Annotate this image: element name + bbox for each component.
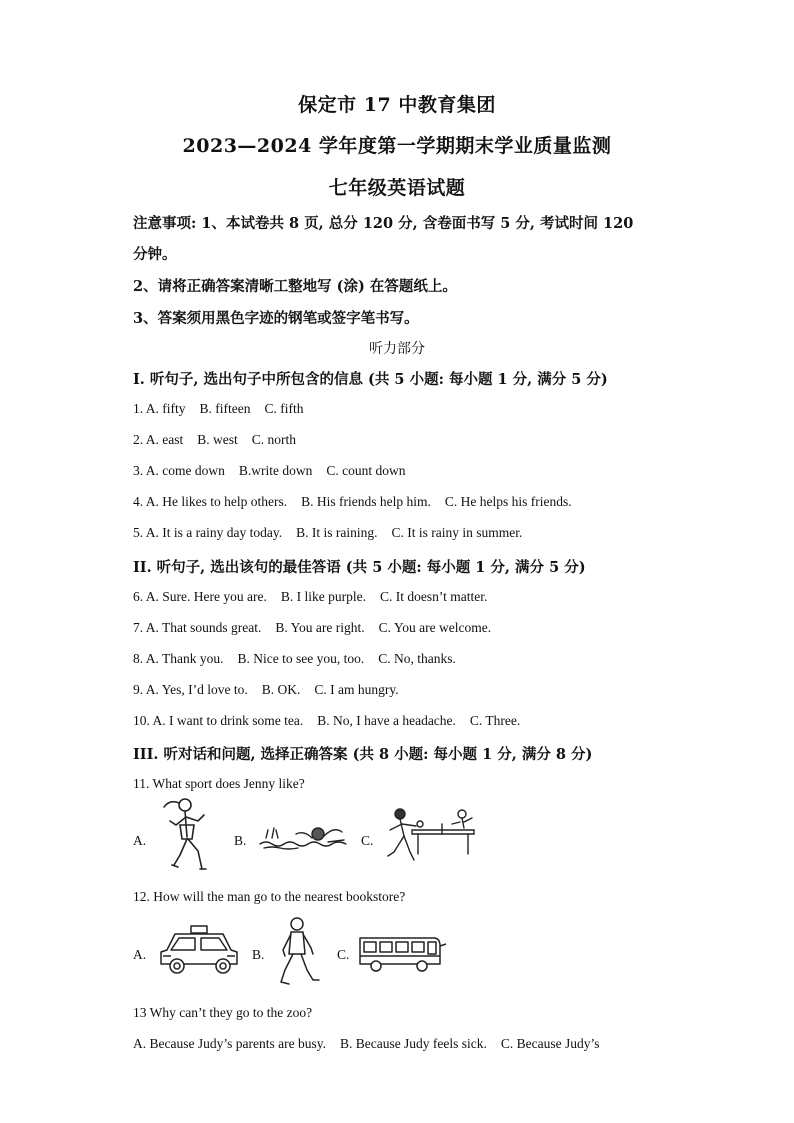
taxi-icon — [157, 922, 241, 978]
option-b: B. I like purple. — [280, 589, 366, 604]
option-a: 1. A. fifty — [133, 401, 186, 416]
note-1: 注意事项: 1、本试卷共 8 页, 总分 120 分, 含卷面书写 5 分, 考试时间 120 — [133, 215, 634, 232]
exam-term-title: 2023—2024 学年度第一学期期末学业质量监测 — [182, 135, 612, 157]
q12-label-a: A. — [133, 947, 147, 962]
option-b: B. His friends help him. — [301, 494, 431, 509]
option-c: C. count down — [326, 463, 406, 478]
option-c: C. fifth — [264, 401, 304, 416]
question-6 — [133, 589, 501, 605]
option-b: B.write down — [238, 463, 313, 478]
option-b: B. Because Judy feels sick. — [339, 1036, 487, 1051]
option-a: 3. A. come down — [133, 463, 225, 478]
question-7 — [133, 620, 505, 636]
note-2: 2、请将正确答案清晰工整地写 (涂) 在答题纸上。 — [133, 278, 457, 295]
option-b: B. No, I have a headache. — [317, 713, 456, 728]
section-2-heading: II. 听句子, 选出该句的最佳答语 (共 5 小题: 每小题 1 分, 满分 5 分) — [133, 559, 586, 576]
option-b: B. OK. — [261, 682, 301, 697]
option-b: B. west — [197, 432, 238, 447]
bus-icon — [358, 934, 448, 972]
option-a: 10. A. I want to drink some tea. — [133, 713, 304, 728]
option-a: 5. A. It is a rainy day today. — [133, 525, 283, 540]
option-c: C. I am hungry. — [314, 682, 399, 697]
option-a: A. Because Judy’s parents are busy. — [133, 1036, 326, 1051]
listening-part-title: 听力部分 — [369, 341, 425, 357]
question-3 — [133, 463, 420, 479]
question-1 — [133, 401, 317, 417]
q12-label-c: C. — [337, 947, 350, 962]
option-c: C. It doesn’t matter. — [379, 589, 488, 604]
option-b: B. Nice to see you, too. — [237, 651, 365, 666]
question-8 — [133, 651, 470, 667]
question-13 — [133, 1036, 614, 1052]
option-c: C. Three. — [469, 713, 521, 728]
option-a: 8. A. Thank you. — [133, 651, 224, 666]
section-1-heading: I. 听句子, 选出句子中所包含的信息 (共 5 小题: 每小题 1 分, 满分 5 分) — [133, 371, 608, 388]
option-c: C. Because Judy’s — [500, 1036, 600, 1051]
question-11-stem: 11. What sport does Jenny like? — [133, 776, 305, 791]
q11-label-b: B. — [234, 833, 247, 848]
note-1-cont: 分钟。 — [133, 246, 177, 263]
q12-label-b: B. — [252, 947, 265, 962]
school-title: 保定市 17 中教育集团 — [298, 94, 496, 116]
option-c: C. You are welcome. — [378, 620, 492, 635]
option-a: 4. A. He likes to help others. — [133, 494, 288, 509]
option-b: B. It is raining. — [296, 525, 378, 540]
note-3: 3、答案须用黑色字迹的钢笔或签字笔书写。 — [133, 310, 419, 327]
running-girl-icon — [160, 795, 210, 877]
question-9 — [133, 682, 413, 698]
option-c: C. No, thanks. — [378, 651, 456, 666]
question-5 — [133, 525, 536, 541]
option-c: C. He helps his friends. — [444, 494, 572, 509]
option-a: 7. A. That sounds great. — [133, 620, 262, 635]
swimmer-icon — [258, 820, 350, 852]
question-13-stem: 13 Why can’t they go to the zoo? — [133, 1005, 313, 1020]
q11-label-c: C. — [361, 833, 374, 848]
walking-man-icon — [275, 916, 321, 990]
question-12-stem: 12. How will the man go to the nearest bookstore? — [133, 889, 406, 904]
exam-subject-title: 七年级英语试题 — [328, 177, 466, 199]
q11-label-a: A. — [133, 833, 147, 848]
question-10 — [133, 713, 534, 729]
option-c: C. It is rainy in summer. — [391, 525, 523, 540]
question-4 — [133, 494, 586, 510]
option-a: 2. A. east — [133, 432, 184, 447]
option-a: 6. A. Sure. Here you are. — [133, 589, 267, 604]
option-a: 9. A. Yes, I’d love to. — [133, 682, 248, 697]
option-b: B. fifteen — [199, 401, 251, 416]
question-2 — [133, 432, 310, 448]
table-tennis-icon — [382, 806, 478, 864]
option-c: C. north — [251, 432, 297, 447]
option-b: B. You are right. — [275, 620, 365, 635]
section-3-heading: III. 听对话和问题, 选择正确答案 (共 8 小题: 每小题 1 分, 满分 8 分) — [133, 746, 593, 763]
